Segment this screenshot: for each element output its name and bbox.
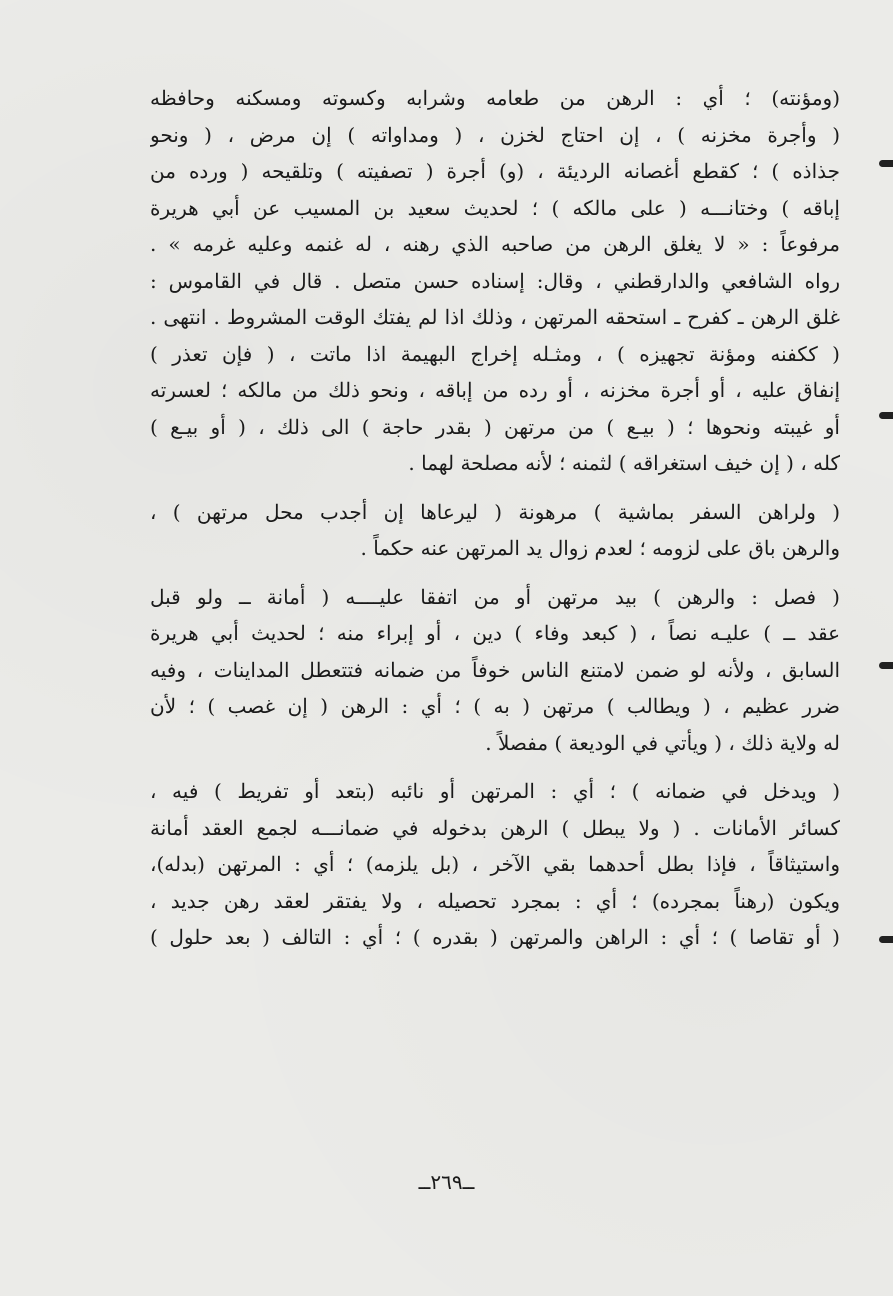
text-line: رواه الشافعي والدارقطني ، وقال: إسناده حسن متصل . قال في القاموس : [150, 268, 840, 293]
text-line: عقد ــ ) عليـه نصاً ، ( كبعد وفاء ) دين ، أو إبراء منه ؛ لحديث أبي هريرة [150, 621, 840, 645]
binding-mark [879, 160, 893, 167]
binding-mark [879, 662, 893, 669]
text-line: السابق ، ولأنه لو ضمن لامتنع الناس خوفاً من ضمانه فتتعطل المداينات ، وفيه [150, 657, 840, 682]
text-line: (ومؤنته) ؛ أي : الرهن من طعامه وشرابه وكسوته ومسكنه وحافظه [150, 86, 840, 110]
text-line: ويكون (رهناً بمجرده) ؛ أي : بمجرد تحصيله ، ولا يفتقر لعقد رهن جديد ، [150, 888, 840, 913]
text-line: مرفوعاً : « لا يغلق الرهن من صاحبه الذي رهنه ، له غنمه وعليه غرمه » . [150, 232, 840, 256]
text-line: ضرر عظيم ، ( ويطالب ) مرتهن ( به ) ؛ أي : الرهن ( إن غصب ) ؛ لأن [150, 694, 840, 718]
paragraph-3 [150, 579, 840, 762]
text-line: ( ولراهن السفر بماشية ) مرهونة ( ليرعاها إن أجدب محل مرتهن ) ، [150, 499, 840, 524]
text-line: إباقه ) وختانـــه ( على مالكه ) ؛ لحديث سعيد بن المسيب عن أبي هريرة [150, 195, 840, 220]
text-line: واستيثاقاً ، فإذا بطل أحدهما بقي الآخر ، (بل يلزمه) ؛ أي : المرتهن (بدله)، [150, 852, 840, 876]
text-line: غلق الرهن ـ كفرح ـ استحقه المرتهن ، وذلك اذا لم يفتك الوقت المشروط . انتهى . [150, 305, 840, 329]
paragraph-gap [150, 567, 840, 579]
text-line: ( ويدخل في ضمانه ) ؛ أي : المرتهن أو نائبه (بتعد أو تفريط ) فيه ، [150, 779, 840, 803]
text-line: كسائر الأمانات . ( ولا يبطل ) الرهن بدخوله في ضمانـــه لجمع العقد أمانة [150, 815, 840, 840]
paragraph-2 [150, 494, 840, 567]
binding-mark [879, 936, 893, 943]
text-line: ( فصل : والرهن ) بيد مرتهن أو من اتفقا عليــــه ( أمانة ــ ولو قبل [150, 584, 840, 609]
text-line: له ولاية ذلك ، ( ويأتي في الوديعة ) مفصلاً . [485, 730, 840, 755]
text-line: ( ككفنه ومؤنة تجهيزه ) ، ومثـله إخراج البهيمة اذا ماتت ، ( فإن تعذر ) [150, 341, 840, 366]
paragraph-1 [150, 80, 840, 482]
paragraph-gap [150, 761, 840, 773]
page-number: ــ٢٦٩ــ [418, 1170, 475, 1194]
text-line: جذاذه ) ؛ كقطع أغصانه الرديئة ، (و) أجرة ( تصفيته ) وتلقيحه ( ورده من [150, 159, 840, 183]
text-line: أو غيبته ونحوها ؛ ( بيـع ) من مرتهن ( بقدر حاجة ) الى ذلك ، ( أو بيـع ) [150, 414, 840, 439]
binding-mark [879, 412, 893, 419]
text-line: ( أو تقاصا ) ؛ أي : الراهن والمرتهن ( بقدره ) ؛ أي : التالف ( بعد حلول ) [150, 925, 840, 949]
paragraph-gap [150, 482, 840, 494]
paragraph-4 [150, 773, 840, 956]
body-text [150, 80, 840, 956]
text-line: ( وأجرة مخزنه ) ، إن احتاج لخزن ، ( ومداواته ) إن مرض ، ( ونحو [150, 122, 840, 147]
text-line: إنفاق عليه ، أو أجرة مخزنه ، أو رده من إباقه ، ونحو ذلك من مالكه ؛ لعسرته [150, 378, 840, 402]
text-line: والرهن باق على لزومه ؛ لعدم زوال يد المرتهن عنه حكماً . [360, 536, 840, 560]
text-line: كله ، ( إن خيف استغراقه ) لثمنه ؛ لأنه مصلحة لهما . [408, 451, 840, 475]
